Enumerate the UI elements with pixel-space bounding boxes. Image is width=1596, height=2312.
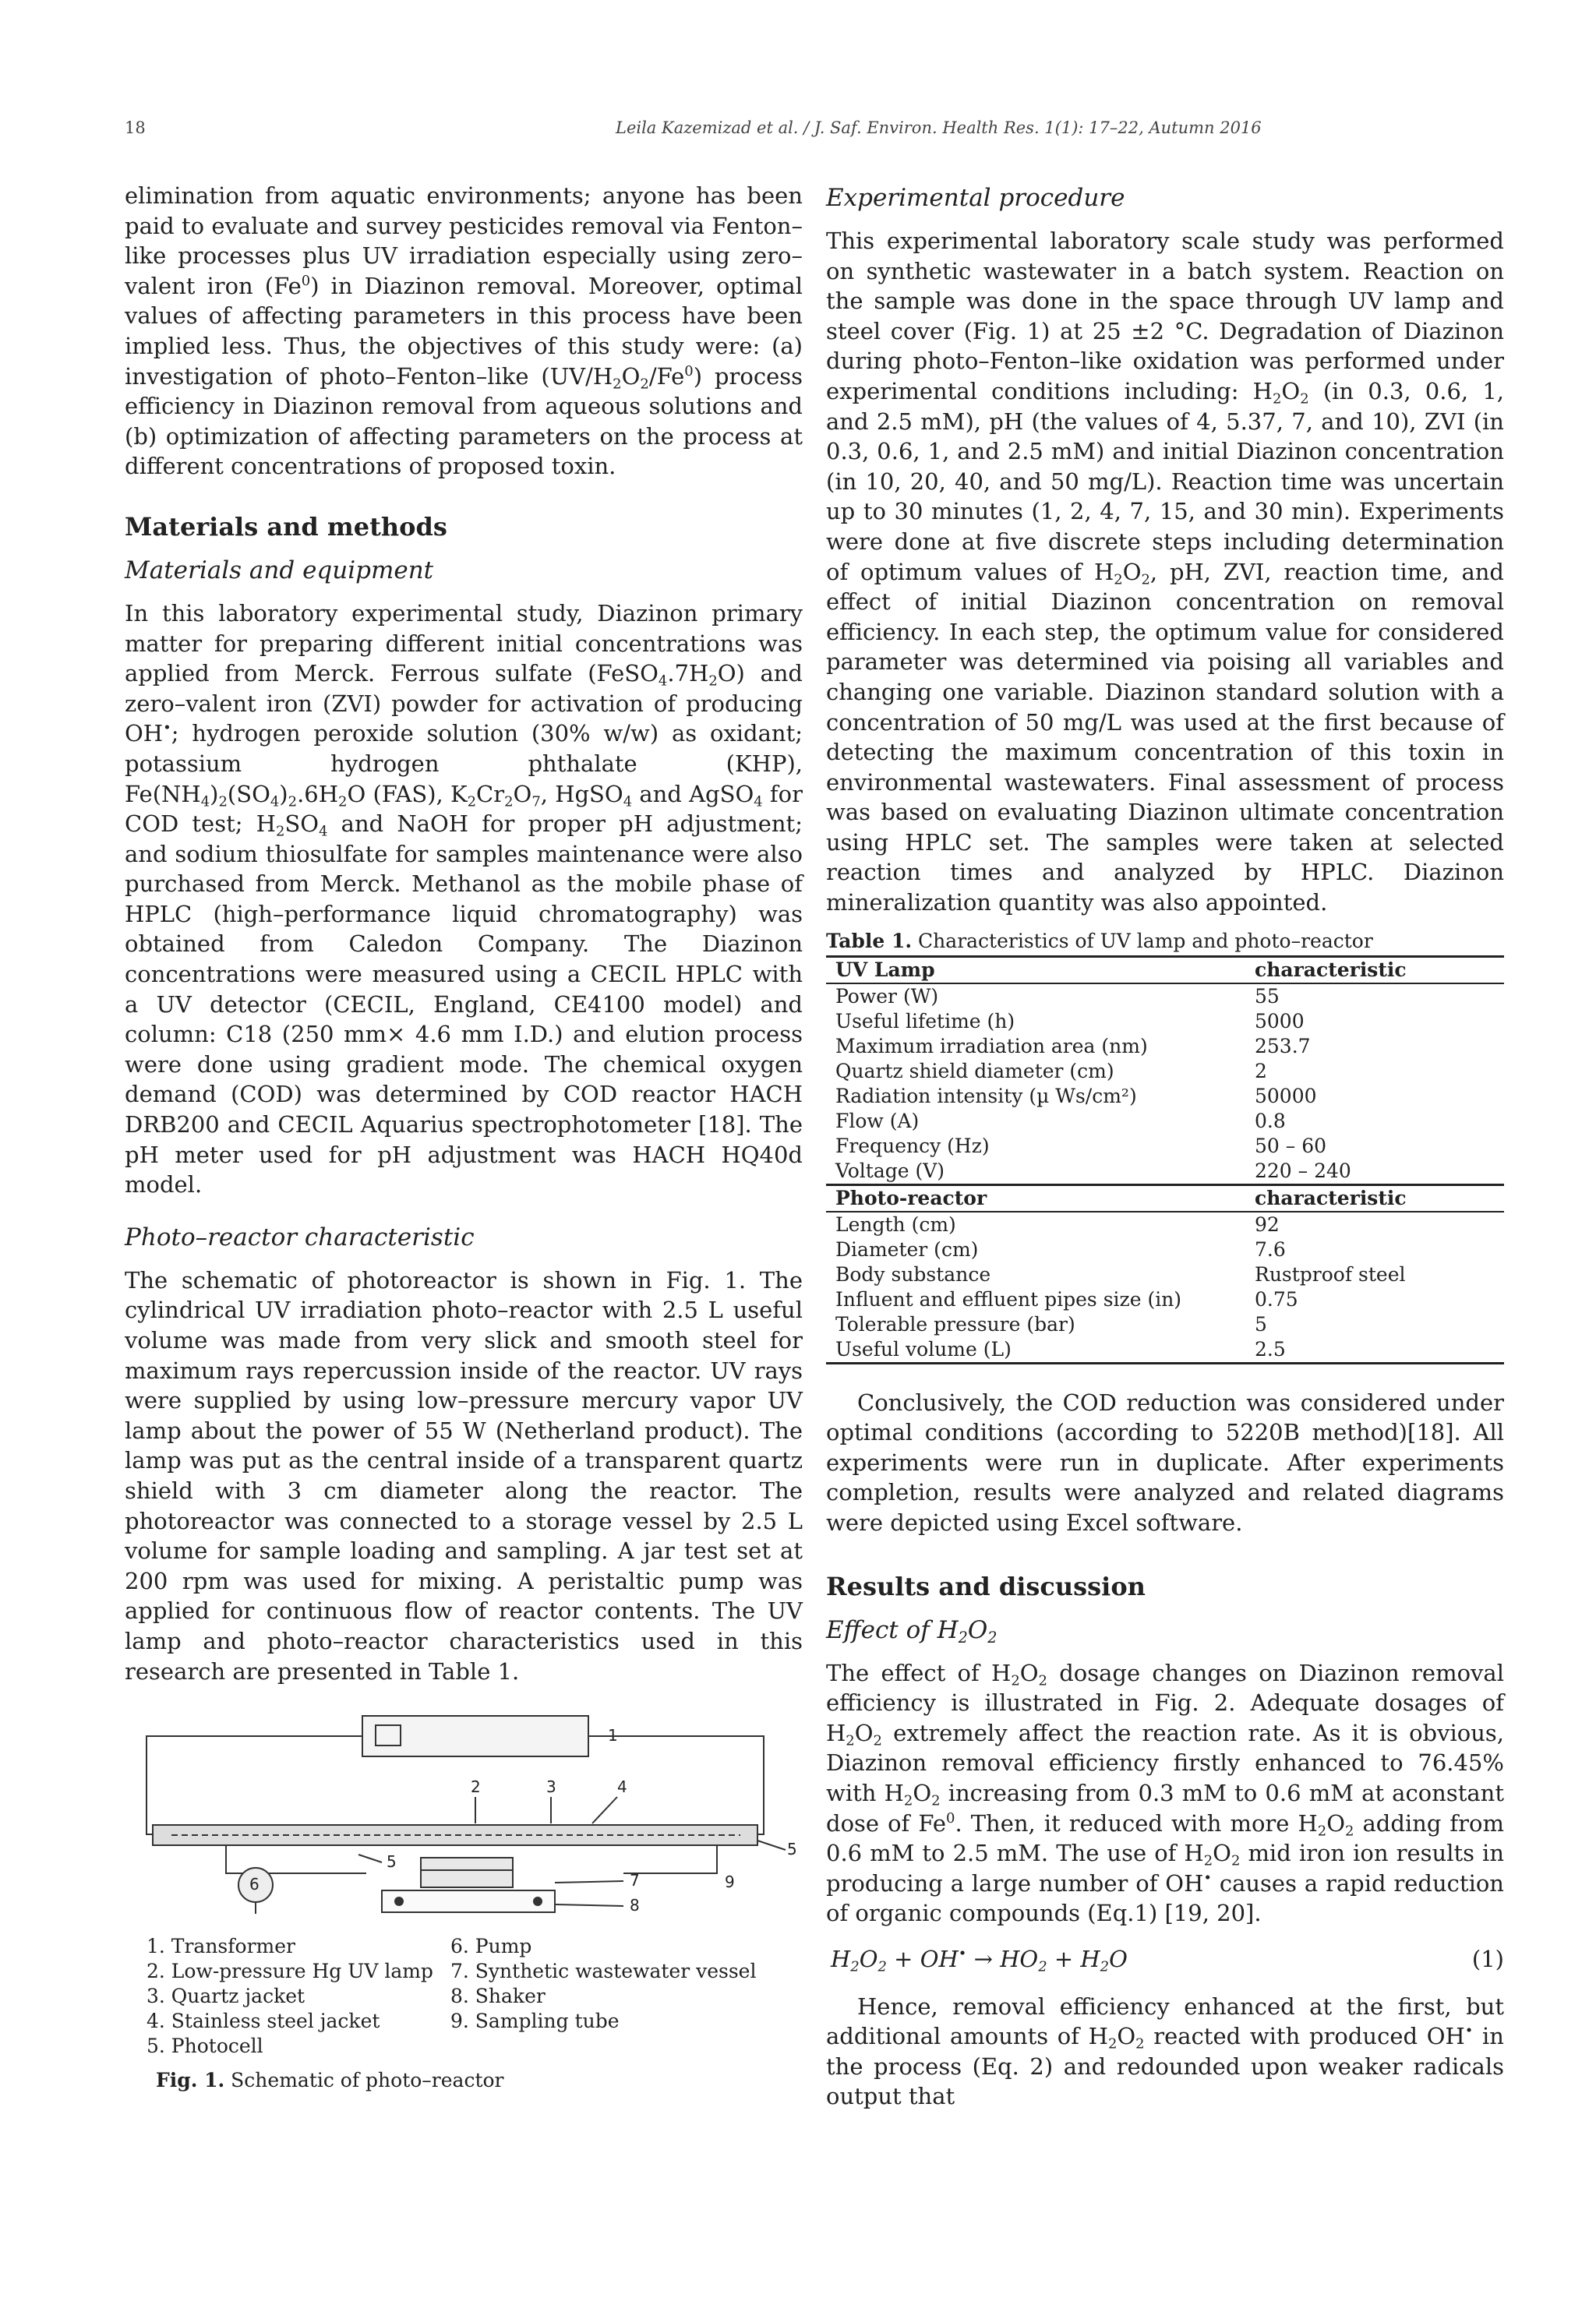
subheading-effect-h2o2: Effect of $H_2O_2$ xyxy=(826,1615,998,1647)
callout-7: 7 xyxy=(630,1871,640,1890)
legend-item: 5. Photocell xyxy=(147,2034,263,2057)
table-row: Useful volume (L) 2.5 xyxy=(826,1337,1504,1364)
leader-5-right xyxy=(757,1841,786,1850)
table-caption: Table 1. Characteristics of UV lamp and photo–reactor xyxy=(826,929,1373,952)
left-column xyxy=(125,181,803,2093)
table-row: Length (cm) 92 xyxy=(835,1212,1280,1236)
subheading-materials-equipment: Materials and equipment xyxy=(125,556,434,584)
leader-4 xyxy=(592,1797,617,1823)
table-row: Frequency (Hz) 50 – 60 xyxy=(835,1134,1327,1157)
leader-8 xyxy=(555,1904,623,1906)
callout-5-mid: 5 xyxy=(387,1852,397,1872)
callout-1: 1 xyxy=(608,1726,618,1745)
leader-5-mid xyxy=(358,1855,382,1862)
transformer-box xyxy=(362,1716,588,1756)
table-row: Quartz shield diameter (cm) 2 xyxy=(835,1059,1267,1082)
callout-2: 2 xyxy=(471,1777,481,1797)
pipe-left xyxy=(226,1845,366,1873)
legend-item: 2. Low-pressure Hg UV lamp xyxy=(147,1959,433,1982)
wastewater-vessel xyxy=(421,1858,513,1887)
table-row: Maximum irradiation area (nm) 253.7 xyxy=(835,1034,1311,1057)
table-row: Voltage (V) 220 – 240 xyxy=(835,1159,1351,1182)
photoreactor-schematic xyxy=(125,1710,803,1920)
table-row: Tolerable pressure (bar) 5 xyxy=(835,1312,1267,1336)
right-column xyxy=(826,181,1504,2112)
callout-6: 6 xyxy=(249,1875,260,1894)
section-heading-materials-methods: Materials and methods xyxy=(125,511,447,542)
table-1 xyxy=(826,955,1504,1364)
results-paragraph: The effect of $H_2O_2$ dosage changes on Diazinon removal efficiency is illustrated in Fig. 2. Adequate dosages of $H_2O_2$ extremely affect the reaction rate. As it is obvious, Diazinon removal efficiency firstly enhanced to 76.45% with $H_2O_2$ increasing from 0.3 mM to 0.6 mM at aconstant dose of Fe$^0$. Then, it reduced with more $H_2O_2$ adding from 0.6 mM to 2.5 mM. The use of $H_2O_2$ mid iron ion results in producing a large number of OH• causes a rapid reduction of organic compounds (Eq.1) [19, 20]. xyxy=(826,1659,1505,1927)
subheading-photoreactor: Photo–reactor characteristic xyxy=(125,1223,475,1251)
wire-right xyxy=(588,1736,764,1834)
legend-item: 4. Stainless steel jacket xyxy=(147,2009,380,2032)
table-header-photoreactor: Photo-reactor characteristic xyxy=(826,1184,1504,1212)
section-heading-results: Results and discussion xyxy=(826,1571,1146,1601)
table-row: Flow (A) 0.8 xyxy=(835,1109,1286,1132)
wire-left xyxy=(147,1736,362,1834)
figure-1 xyxy=(125,1710,803,2093)
intro-paragraph: elimination from aquatic environments; anyone has been paid to evaluate and survey pesticides removal via Fenton–like processes plus UV irradiation especially using zero–valent iron (Fe$^0$) in Diazinon removal. Moreover, optimal values of affecting parameters in this process have been implied less. Thus, the objectives of this study were: (a) investigation of photo–Fenton–like $(UV/H_2O_2/Fe^0)$ process efficiency in Diazinon removal from aqueous solutions and (b) optimization of affecting parameters on the process at different concentrations of proposed toxin. xyxy=(125,182,803,480)
callout-5-right: 5 xyxy=(787,1840,797,1859)
equation-number: (1) xyxy=(1471,1945,1504,1972)
equation-expression: $H_2O_2 + OH^• \to HO_2 + H_2O$ xyxy=(831,1945,1128,1975)
table-row: Power (W) 55 xyxy=(835,984,1280,1008)
legend-item: 3. Quartz jacket xyxy=(147,1984,305,2007)
journal-reference: Leila Kazemizad et al. / J. Saf. Environ. Health Res. 1(1): 17–22, Autumn 2016 xyxy=(616,118,1262,137)
results-paragraph-2: Hence, removal efficiency enhanced at the first, but additional amounts of $H_2O_2$ reacted with produced OH• in the process (Eq. 2) and redounded upon weaker radicals output that xyxy=(826,1993,1504,2110)
callout-3: 3 xyxy=(546,1777,556,1797)
legend-item: 7. Synthetic wastewater vessel xyxy=(450,1959,757,1982)
pipe-right xyxy=(623,1845,717,1873)
figure-legend xyxy=(125,1934,803,2059)
materials-paragraph: In this laboratory experimental study, Diazinon primary matter for preparing different initial concentrations was applied from Merck. Ferrous sulfate $(FeSO_4.7H_2O)$ and zero–valent iron (ZVI) powder for activation of producing OH•; hydrogen peroxide solution (30% w/w) as oxidant; potassium hydrogen phthalate (KHP), $Fe(NH_4)_2(SO_4)_2.6H_2O$ (FAS), $K_2Cr_2O_7$, HgSO$_4$ and AgSO$_4$ for COD test; $H_2SO_4$ and NaOH for proper pH adjustment; and sodium thiosulfate for samples maintenance were also purchased from Merck. Methanol as the mobile phase of HPLC (high–performance liquid chromatography) was obtained from Caledon Company. The Diazinon concentrations were measured using a CECIL HPLC with a UV detector (CECIL, England, CE4100 model) and column: C18 (250 mm× 4.6 mm I.D.) and elution process were done using gradient mode. The chemical oxygen demand (COD) was determined by COD reactor HACH DRB200 and CECIL Aquarius spectrophotometer [18]. The pH meter used for pH adjustment was HACH HQ40d model. xyxy=(125,599,803,1198)
subheading-experimental: Experimental procedure xyxy=(826,184,1125,212)
conclusion-paragraph: Conclusively, the COD reduction was considered under optimal conditions (according to 5220B method)[18]. All experiments were run in duplicate. After experiments completion, results were analyzed and related diagrams were depicted using Excel software. xyxy=(826,1389,1504,1537)
legend-item: 9. Sampling tube xyxy=(450,2009,620,2032)
photoreactor-paragraph: The schematic of photoreactor is shown in Fig. 1. The cylindrical UV irradiation photo–reactor with 2.5 L useful volume was made from very slick and smooth steel for maximum rays repercussion inside of the reactor. UV rays were supplied by using low–pressure mercury vapor UV lamp about the power of 55 W (Netherland product). The lamp was put as the central inside of a transparent quartz shield with 3 cm diameter along the reactor. The photoreactor was connected to a storage vessel by 2.5 L volume for sample loading and sampling. A jar test set at 200 rpm was used for mixing. A peristaltic pump was applied for continuous flow of reactor contents. The UV lamp and photo–reactor characteristics used in this research are presented in Table 1. xyxy=(125,1266,803,1685)
callout-9: 9 xyxy=(725,1873,735,1892)
callout-4: 4 xyxy=(617,1777,627,1797)
legend-item xyxy=(450,2034,817,2059)
shaker-base xyxy=(382,1890,555,1912)
table-row: Body substance Rustproof steel xyxy=(835,1262,1406,1286)
leader-7 xyxy=(555,1881,623,1883)
page-number: 18 xyxy=(125,118,146,137)
table-header-uv-lamp: UV Lamp characteristic xyxy=(826,956,1504,983)
table-row: Radiation intensity (µ Ws/cm²) 50000 xyxy=(835,1084,1317,1107)
figure-caption: Fig. 1. Schematic of photo–reactor xyxy=(156,2068,504,2091)
table-row: Useful lifetime (h) 5000 xyxy=(835,1009,1305,1032)
table-row: Diameter (cm) 7.6 xyxy=(835,1237,1286,1261)
equation-1 xyxy=(826,1944,1504,1975)
callout-8: 8 xyxy=(630,1896,640,1915)
legend-item: 8. Shaker xyxy=(450,1984,546,2007)
legend-item: 1. Transformer xyxy=(147,1934,295,1957)
experimental-paragraph: This experimental laboratory scale study was performed on synthetic wastewater in a batch system. Reaction on the sample was done in the space through UV lamp and steel cover (Fig. 1) at 25 ±2 °C. Degradation of Diazinon during photo–Fenton–like oxidation was performed under experimental conditions including: $H_2O_2$ (in 0.3, 0.6, 1, and 2.5 mM), pH (the values of 4, 5.37, 7, and 10), ZVI (in 0.3, 0.6, 1, and 2.5 mM) and initial Diazinon concentration (in 10, 20, 40, and 50 mg/L). Reaction time was uncertain up to 30 minutes (1, 2, 4, 7, 15, and 30 min). Experiments were done at five discrete steps including determination of optimum values of $H_2O_2$, pH, ZVI, reaction time, and effect of initial Diazinon concentration on removal efficiency. In each step, the optimum value for considered parameter was determined via poising all variables and changing one variable. Diazinon standard solution with a concentration of 50 mg/L was used at the first because of detecting the maximum concentration of this toxin in environmental wastewaters. Final assessment of process was based on evaluating Diazinon ultimate concentration using HPLC set. The samples were taken at selected reaction times and analyzed by HPLC. Diazinon mineralization quantity was also appointed. xyxy=(826,228,1505,916)
legend-item: 6. Pump xyxy=(450,1934,532,1957)
table-row: Influent and effluent pipes size (in) 0.75 xyxy=(835,1287,1298,1311)
